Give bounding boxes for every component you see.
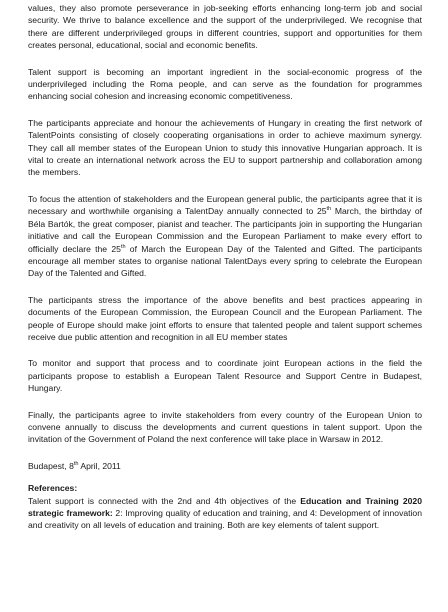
document-page — [28, 2, 422, 532]
talentday-text-1: To focus the attention of stakeholders and the European general public, the participants agree that it is necessary and worthwhile organising a TalentDay annually connected to 25 — [28, 193, 422, 217]
dateline — [28, 460, 422, 472]
dateline-text-1: Budapest, 8 — [28, 460, 74, 471]
talentday-sup-2: th — [120, 243, 126, 250]
talentday-text-3: of March the European Day of the Talented and Gifted. The participants encourage all member states to organise national TalentDays every spring to celebrate the European Day of the Talented and Gifted. — [28, 243, 422, 279]
talentday-text-2: March, the birthday of Béla Bartók, the great composer, pianist and teacher. The participants join in supporting the Hungarian initiative and call the European Commission and the European Parliament to make every effort to officially declare the 25 — [28, 206, 422, 254]
paragraph-annual-conference: Finally, the participants agree to invite stakeholders from every country of the European Union to convene annually to discuss the developments and current questions in talent support. Upon the invitation of the Government of Poland the next conference will take place in Warsaw in 2012. — [28, 409, 422, 445]
references-text-1: Talent support is connected with the 2nd and 4th objectives of the — [28, 495, 301, 506]
dateline-text-2: April, 2011 — [78, 460, 121, 471]
paragraph-best-practices: The participants stress the importance of the above benefits and best practices appearing in documents of the European Commission, the European Council and the European Parliament. The people of Europe should make joint efforts to ensure that talented people and talent support schemes receive due public attention and recognition in all EU member states — [28, 294, 422, 342]
references-framework: Education and Training 2020 strategic framework: — [28, 495, 422, 518]
paragraph-support-centre: To monitor and support that process and to coordinate joint European actions in the field the participants propose to establish a European Talent Resource and Support Centre in Budapest, Hungary. — [28, 358, 422, 394]
paragraph-talentpoints-network: The participants appreciate and honour the achievements of Hungary in creating the first network of TalentPoints consisting of closely cooperating organisations in order to achieve maximum synergy. They call all member states of the European Union to study this innovative Hungarian approach. It is vital to create an international network across the EU to support partnership and collaboration among the members. — [28, 117, 422, 178]
references-body — [28, 495, 422, 532]
paragraph-social-security: values, they also promote perseverance in job-seeking efforts enhancing long-term job and social security. We thrive to balance excellence and the support of the underprivileged. We recognise that there are different underprivileged groups in different countries, support and opportunities for them creates personal, educational, social and economic benefits. — [28, 3, 422, 51]
paragraph-talent-support-roma: Talent support is becoming an important ingredient in the social-economic progress of the underprivileged including the Roma people, and can serve as the foundation for programmes enhancing social cohesion and increasing economic competitiveness. — [28, 66, 422, 102]
references-heading: References: — [28, 483, 78, 494]
talentday-sup-1: th — [326, 206, 332, 213]
references-text-2: 2: Improving quality of education and training, and 4: Development of innovation and creativity on all levels of education and training. Both are key elements of talent support. — [28, 508, 422, 531]
paragraph-talentday — [28, 193, 422, 280]
dateline-sup: th — [73, 460, 79, 467]
